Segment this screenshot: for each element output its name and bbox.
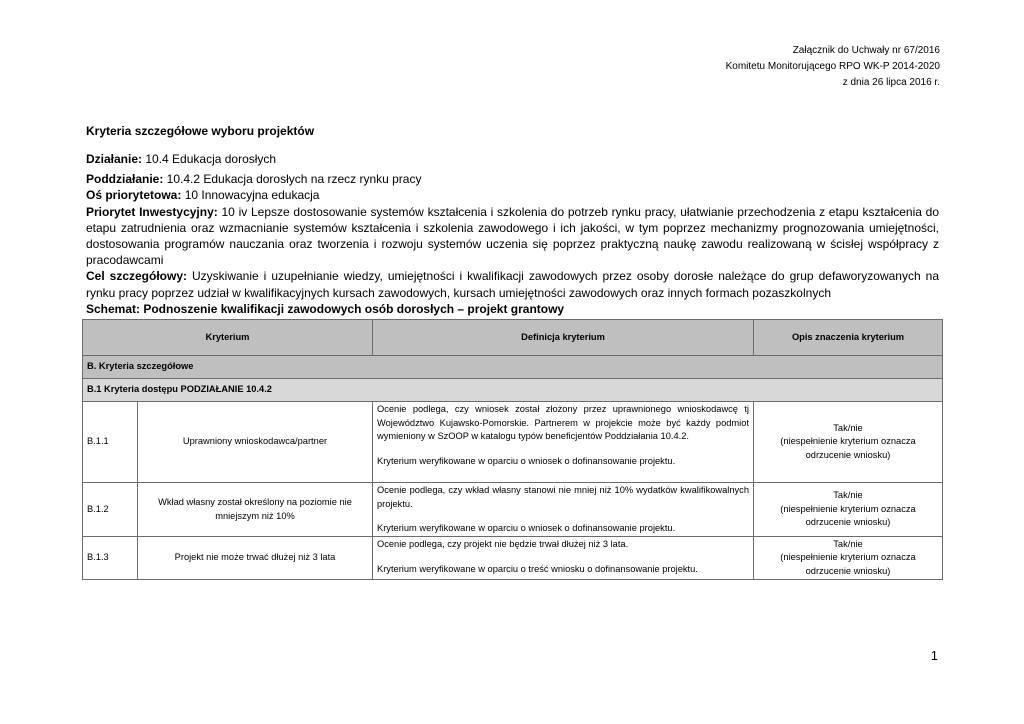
cel-value: Uzyskiwanie i uzupełnianie wiedzy, umiejętności i kwalifikacji zawodowych przez osoby dorosłe należące do grup defaworyzowanych na rynku pracy poprzez udział w kwalifikacyjnych kursach zawodowych, kursach umiejętności zawodowych oraz innych formach pozaszkolnych xyxy=(86,269,939,300)
table-row xyxy=(83,537,943,580)
priorytet-label: Priorytet Inwestycyjny: xyxy=(86,204,218,219)
desc-note: (niespełnienie kryterium oznacza odrzucenie wniosku) xyxy=(780,503,916,528)
criterion-name: Projekt nie może trwać dłużej niż 3 lata xyxy=(138,537,373,580)
criterion-name: Wkład własny został określony na poziomie nie mniejszym niż 10% xyxy=(138,483,373,537)
criterion-description xyxy=(754,483,943,537)
os-value: 10 Innowacyjna edukacja xyxy=(181,188,320,203)
criterion-definition xyxy=(373,537,754,580)
cel-row xyxy=(86,268,939,300)
header-line-annex: Załącznik do Uchwały nr 67/2016 xyxy=(792,45,940,56)
criterion-name: Uprawniony wnioskodawca/partner xyxy=(138,402,373,483)
section-title: B. Kryteria szczegółowe xyxy=(83,356,943,379)
desc-note: (niespełnienie kryterium oznacza odrzucenie wniosku) xyxy=(780,436,916,460)
poddzialanie-label: Poddziałanie: xyxy=(86,172,164,187)
info-block xyxy=(86,151,939,317)
header-line-committee: Komitetu Monitorującego RPO WK-P 2014-2020 xyxy=(725,61,940,72)
table-header-row xyxy=(83,320,943,356)
definition-text: Ocenie podlega, czy wniosek został złożony przez uprawnionego wnioskodawcę tj Województwo Kujawsko-Pomorskie. Partnerem w projekcie może być każdy podmiot wymieniony w SzOOP w katalogu typów beneficjentów Poddziałania 10.4.2. xyxy=(377,404,749,441)
page-number: 1 xyxy=(930,648,938,663)
header-line-date: z dnia 26 lipca 2016 r. xyxy=(842,77,940,88)
verification-text: Kryterium weryfikowane w oparciu o treść wniosku o dofinansowanie projektu. xyxy=(377,563,698,574)
header-kryterium: Kryterium xyxy=(83,320,373,356)
criteria-table xyxy=(82,319,943,580)
criterion-definition xyxy=(373,402,754,483)
definition-text: Ocenie podlega, czy wkład własny stanowi nie mniej niż 10% wydatków kwalifikowalnych projektu. xyxy=(377,485,749,509)
header-opis: Opis znaczenia kryterium xyxy=(754,320,943,356)
dzialanie-label: Działanie: xyxy=(86,152,143,166)
criterion-definition xyxy=(373,483,754,537)
os-label: Oś priorytetowa: xyxy=(86,188,182,203)
document-header xyxy=(726,43,940,91)
document-title: Kryteria szczegółowe wyboru projektów xyxy=(86,124,315,138)
priorytet-value: 10 iv Lepsze dostosowanie systemów kształcenia i szkolenia do potrzeb rynku pracy, ułatwianie przechodzenia z etapu kształcenia do etapu zatrudnienia oraz wzmacnianie systemów kształcenia i szkolenia zawodowego i ich jakości, w tym poprzez mechanizmy prognozowania umiejętności, dostosowania programów nauczania oraz tworzenia i rozwoju systemów uczenia się poprzez praktyczną naukę zawodu realizowaną w ścisłej współpracy z pracodawcami xyxy=(86,204,939,268)
os-row xyxy=(86,187,939,203)
desc-value: Tak/nie xyxy=(833,538,863,549)
poddzialanie-row xyxy=(86,171,939,187)
dzialanie-row xyxy=(86,151,939,167)
priorytet-row xyxy=(86,204,939,269)
criterion-description xyxy=(754,402,943,483)
desc-value: Tak/nie xyxy=(833,490,863,501)
poddzialanie-value: 10.4.2 Edukacja dorosłych na rzecz rynku pracy xyxy=(163,172,422,187)
criterion-code: B.1.1 xyxy=(83,402,138,483)
dzialanie-value: 10.4 Edukacja dorosłych xyxy=(142,152,277,166)
verification-text: Kryterium weryfikowane w oparciu o wniosek o dofinansowanie projektu. xyxy=(377,455,676,466)
schemat-row: Schemat: Podnoszenie kwalifikacji zawodowych osób dorosłych – projekt grantowy xyxy=(86,301,565,316)
cel-label: Cel szczegółowy: xyxy=(86,269,188,284)
section-row xyxy=(83,356,943,379)
header-definicja: Definicja kryterium xyxy=(373,320,754,356)
desc-value: Tak/nie xyxy=(833,422,863,433)
desc-note: (niespełnienie kryterium oznacza odrzucenie wniosku) xyxy=(780,552,916,576)
criterion-code: B.1.2 xyxy=(83,483,138,537)
subsection-row xyxy=(83,379,943,402)
definition-text: Ocenie podlega, czy projekt nie będzie trwał dłużej niż 3 lata. xyxy=(377,539,629,549)
table-row xyxy=(83,402,943,483)
criterion-code: B.1.3 xyxy=(83,537,138,580)
verification-text: Kryterium weryfikowane w oparciu o wniosek o dofinansowanie projektu. xyxy=(377,523,676,533)
subsection-title: B.1 Kryteria dostępu PODZIAŁANIE 10.4.2 xyxy=(83,379,943,402)
table-row xyxy=(83,483,943,537)
criterion-description xyxy=(754,537,943,580)
